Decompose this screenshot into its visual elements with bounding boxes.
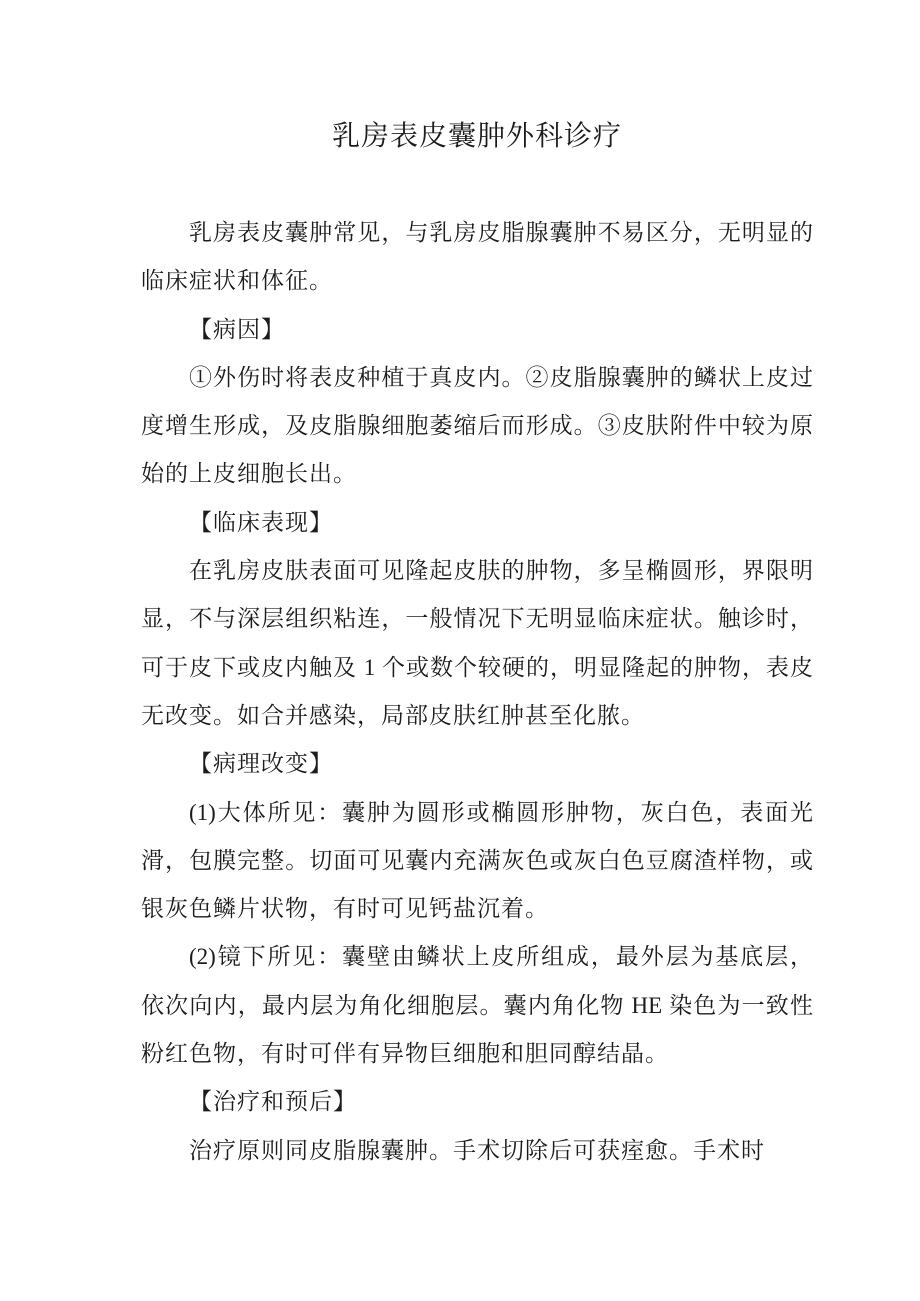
body-line: (1)大体所见：囊肿为圆形或椭圆形肿物，灰白色，表面光 <box>189 799 813 825</box>
document-title: 乳房表皮囊肿外科诊疗 <box>331 121 622 152</box>
body-line: 乳房表皮囊肿常见，与乳房皮脂腺囊肿不易区分，无明显的 <box>189 220 813 245</box>
body-line: 依次向内，最内层为角化细胞层。囊内角化物 HE 染色为一致性 <box>141 992 813 1018</box>
section-heading-treatment: 【治疗和预后】 <box>189 1089 357 1115</box>
body-line: 银灰色鳞片状物，有时可见钙盐沉着。 <box>141 896 549 922</box>
body-line: 粉红色物，有时可伴有异物巨细胞和胆同醇结晶。 <box>141 1041 669 1067</box>
document-page <box>141 0 813 1175</box>
body-line: 度增生形成，及皮脂腺细胞萎缩后而形成。③皮肤附件中较为原 <box>141 413 813 439</box>
section-heading-clinical: 【临床表现】 <box>189 509 333 535</box>
body-line: 显，不与深层组织粘连，一般情况下无明显临床症状。触诊时， <box>141 606 813 632</box>
body-line: ①外伤时将表皮种植于真皮内。②皮脂腺囊肿的鳞状上皮过 <box>189 364 813 390</box>
body-line: 无改变。如合并感染，局部皮肤红肿甚至化脓。 <box>141 702 645 728</box>
body-line: 在乳房皮肤表面可见隆起皮肤的肿物，多呈椭圆形，界限明 <box>189 558 813 584</box>
body-line: 始的上皮细胞长出。 <box>141 461 357 487</box>
body-line: (2)镜下所见：囊壁由鳞状上皮所组成，最外层为基底层， <box>189 944 813 970</box>
body-line: 治疗原则同皮脂腺囊肿。手术切除后可获痓愈。手术时 <box>189 1137 765 1163</box>
body-line: 滑，包膜完整。切面可见囊内充满灰色或灰白色豆腐渣样物，或 <box>141 847 813 873</box>
section-heading-etiology: 【病因】 <box>189 316 285 342</box>
section-heading-pathology: 【病理改变】 <box>189 751 333 777</box>
body-line: 可于皮下或皮内触及 1 个或数个较硬的，明显隆起的肿物，表皮 <box>141 654 813 680</box>
body-line: 临床症状和体征。 <box>141 268 333 294</box>
